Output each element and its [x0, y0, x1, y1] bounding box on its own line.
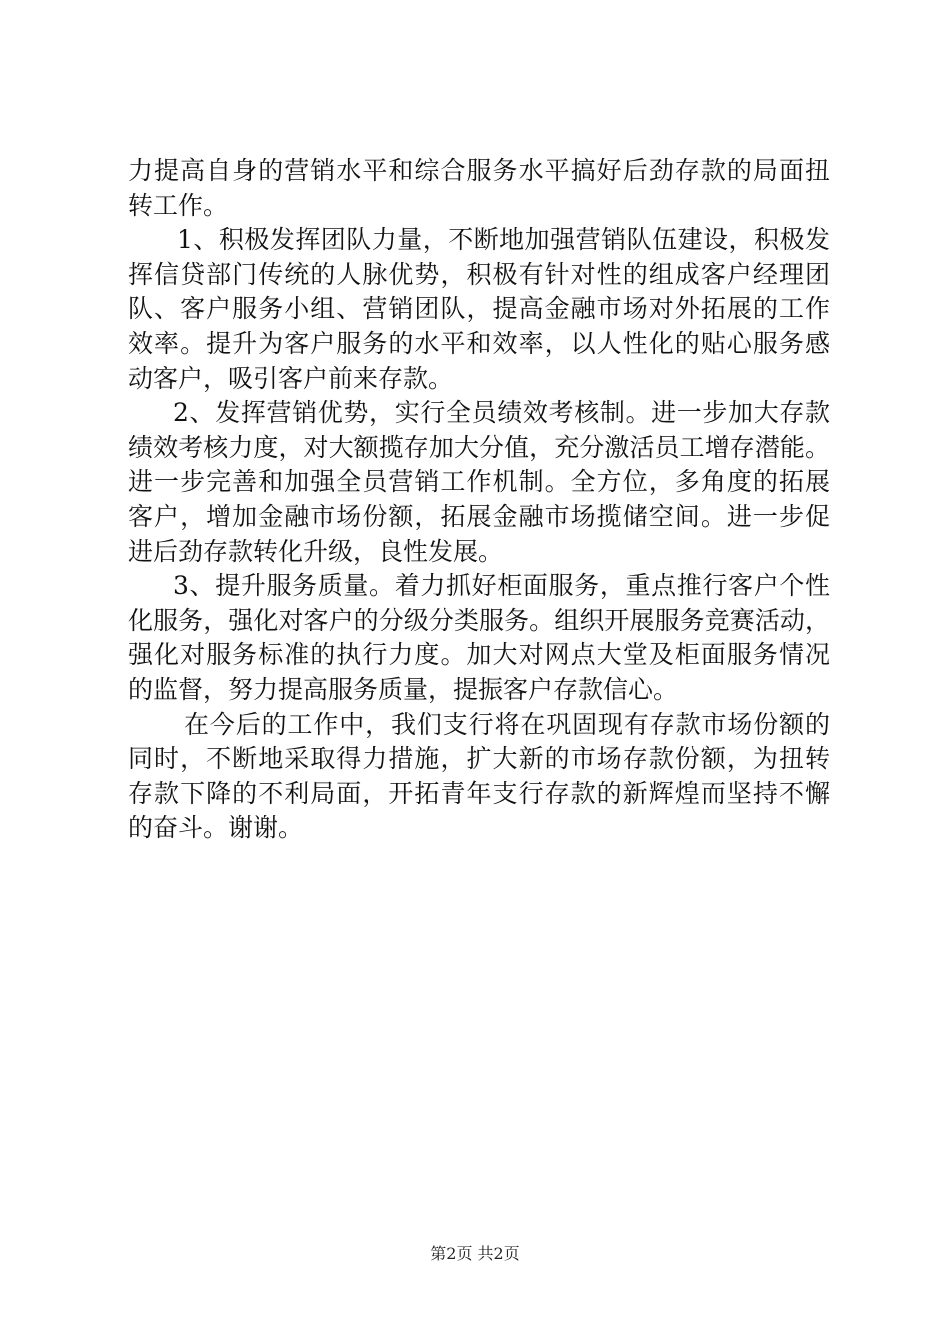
text-line: 3、提升服务质量。着力抓好柜面服务，重点推行客户个性 — [173, 571, 830, 601]
text-line: 存款下降的不利局面，开拓青年支行存款的新辉煌而坚持不懈 — [128, 778, 830, 808]
paragraph-closing — [128, 708, 830, 846]
text-line: 2、发挥营销优势，实行全员绩效考核制。进一步加大存款 — [173, 398, 830, 428]
paragraph-item-1 — [128, 223, 830, 396]
text-line: 效率。提升为客户服务的水平和效率，以人性化的贴心服务感 — [128, 328, 830, 358]
page-footer — [0, 1244, 950, 1264]
text-line: 进后劲存款转化升级，良性发展。 — [128, 536, 504, 566]
text-line: 的监督，努力提高服务质量，提振客户存款信心。 — [128, 674, 679, 704]
text-line: 力提高自身的营销水平和综合服务水平搞好后劲存款的局面扭 — [128, 156, 830, 185]
text-line: 同时，不断地采取得力措施，扩大新的市场存款份额，为扭转 — [128, 744, 830, 774]
text-line: 挥信贷部门传统的人脉优势，积极有针对性的组成客户经理团 — [128, 259, 830, 289]
text-line: 的奋斗。谢谢。 — [128, 813, 304, 843]
text-line: 绩效考核力度，对大额揽存加大分值，充分激活员工增存潜能。 — [128, 432, 830, 462]
paragraph-item-2 — [128, 396, 830, 569]
paragraph-item-3 — [128, 569, 830, 707]
page-number: 第2页 共2页 — [430, 1244, 520, 1263]
text-line: 转工作。 — [128, 190, 229, 220]
text-line: 动客户，吸引客户前来存款。 — [128, 363, 454, 393]
paragraph-intro-continuation — [128, 154, 830, 223]
text-line: 进一步完善和加强全员营销工作机制。全方位，多角度的拓展 — [128, 467, 830, 497]
text-line: 化服务，强化对客户的分级分类服务。组织开展服务竞赛活动， — [128, 605, 830, 635]
text-line: 强化对服务标准的执行力度。加大对网点大堂及柜面服务情况 — [128, 640, 830, 670]
text-line: 在今后的工作中，我们支行将在巩固现有存款市场份额的 — [184, 709, 830, 739]
document-body — [128, 154, 830, 846]
text-line: 队、客户服务小组、营销团队，提高金融市场对外拓展的工作 — [128, 294, 830, 324]
text-line: 客户，增加金融市场份额，拓展金融市场揽储空间。进一步促 — [128, 501, 830, 531]
text-line: 1、积极发挥团队力量，不断地加强营销队伍建设，积极发 — [177, 225, 830, 255]
